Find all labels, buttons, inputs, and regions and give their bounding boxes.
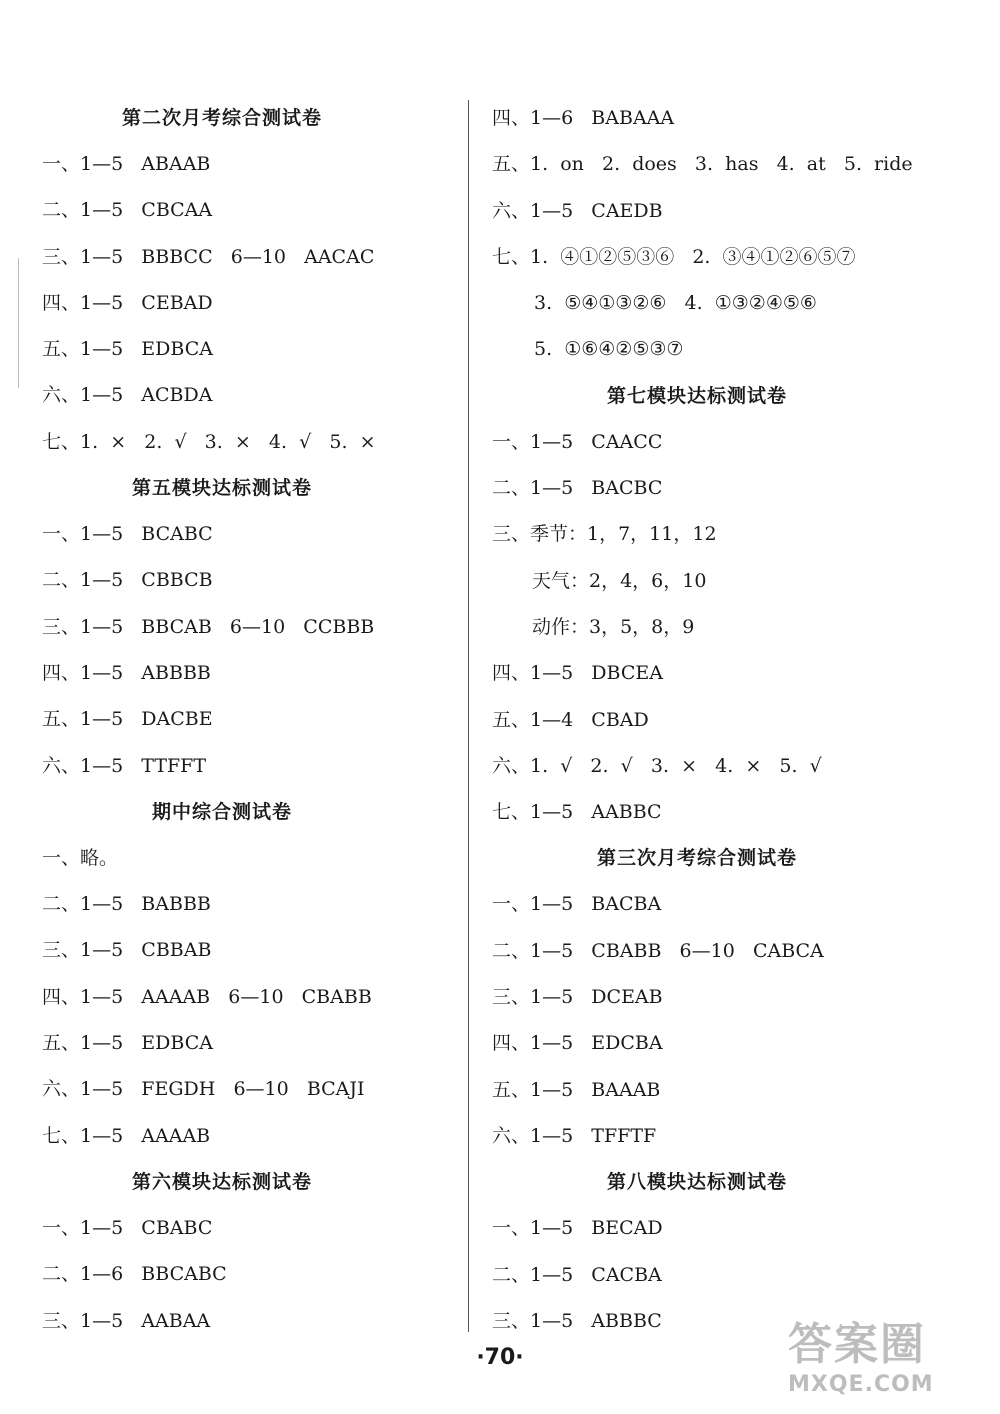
answer-line: 四、1—5 CEBAD [42,291,213,314]
section-title: 第八模块达标测试卷 [606,1171,787,1194]
answer-line: 一、略。 [42,846,119,869]
answer-line-continued: 动作：3，5，8，9 [532,615,695,638]
section-title: 期中综合测试卷 [151,800,292,823]
answer-line: 四、1—5 DBCEA [492,662,663,685]
answer-line: 二、1—5 CACBA [492,1263,662,1286]
answer-line: 五、1—5 EDBCA [42,1032,213,1055]
answer-line: 七、1—5 AAAAB [42,1124,211,1147]
answer-line: 二、1—5 CBCAA [42,199,213,222]
answer-line: 一、1—5 BECAD [492,1217,663,1240]
answer-line: 三、1—5 AABAA [42,1309,211,1332]
answer-line: 六、1. √ 2. √ 3. × 4. × 5. √ [492,754,822,777]
answer-line: 六、1—5 TFFTF [492,1124,657,1147]
answer-line-continued: 3. ⑤④①③②⑥ 4. ①③②④⑤⑥ [534,292,817,315]
answer-line: 三、1—5 DCEAB [492,986,663,1009]
section-title: 第二次月考综合测试卷 [121,107,322,129]
answer-line: 四、1—5 ABBBB [42,661,211,684]
right-column [492,95,932,1344]
answer-line-continued: 5. ①⑥④②⑤③⑦ [534,338,684,361]
answer-line: 一、1—5 ABAAB [42,153,211,175]
answer-line: 一、1—5 CAACC [492,430,663,453]
answer-line: 一、1—5 CBABC [42,1216,213,1239]
watermark-text: 答案圈 [788,1319,926,1370]
left-margin-line [18,258,19,388]
answer-line: 二、1—6 BBCABC [42,1263,227,1286]
answer-line: 七、1. × 2. √ 3. × 4. √ 5. × [42,430,376,453]
section-title: 第六模块达标测试卷 [131,1170,312,1193]
answer-line: 四、1—6 BABAAA [492,107,675,129]
section-title: 第五模块达标测试卷 [131,477,312,500]
answer-line: 二、1—5 CBBCB [42,569,213,592]
answer-line: 四、1—5 EDCBA [492,1032,663,1055]
answer-line: 三、1—5 BBCAB 6—10 CCBBB [42,615,375,638]
answer-line: 四、1—5 AAAAB 6—10 CBABB [42,985,372,1008]
answer-line: 六、1—5 CAEDB [492,199,663,222]
answer-line-continued: 天气：2，4，6，10 [532,569,707,592]
page-number: ·70· [476,1345,524,1370]
column-divider [468,100,469,1332]
answer-line: 二、1—5 BABBB [42,893,211,916]
answer-line: 三、1—5 BBBCC 6—10 AACAC [42,245,375,268]
watermark-url: MXQE.COM [788,1372,934,1397]
answer-line: 三、季节：1，7，11，12 [492,523,717,546]
answer-line: 五、1—4 CBAD [492,708,649,731]
answer-line: 五、1—5 BAAAB [492,1078,661,1101]
answer-line: 五、1—5 DACBE [42,708,213,731]
answer-line: 二、1—5 CBABB 6—10 CABCA [492,939,824,962]
answer-line: 六、1—5 FEGDH 6—10 BCAJI [42,1078,365,1101]
answer-line: 三、1—5 ABBBC [492,1309,662,1332]
left-column [42,95,442,1344]
answer-line: 六、1—5 TTFFT [42,754,207,777]
answer-line: 一、1—5 BACBA [492,893,662,916]
answer-line: 七、1. ④①②⑤③⑥ 2. ③④①②⑥⑤⑦ [492,245,856,268]
answer-line: 六、1—5 ACBDA [42,384,213,407]
answer-line: 五、1. on 2. does 3. has 4. at 5. ride [492,153,913,176]
watermark-logo [788,1318,994,1410]
section-title: 第七模块达标测试卷 [606,384,787,407]
section-title: 第三次月考综合测试卷 [596,847,797,870]
answer-line: 三、1—5 CBBAB [42,939,212,962]
answer-line: 一、1—5 BCABC [42,523,213,546]
answer-line: 七、1—5 AABBC [492,801,662,824]
answer-line: 二、1—5 BACBC [492,477,663,500]
answer-line: 五、1—5 EDBCA [42,338,213,361]
